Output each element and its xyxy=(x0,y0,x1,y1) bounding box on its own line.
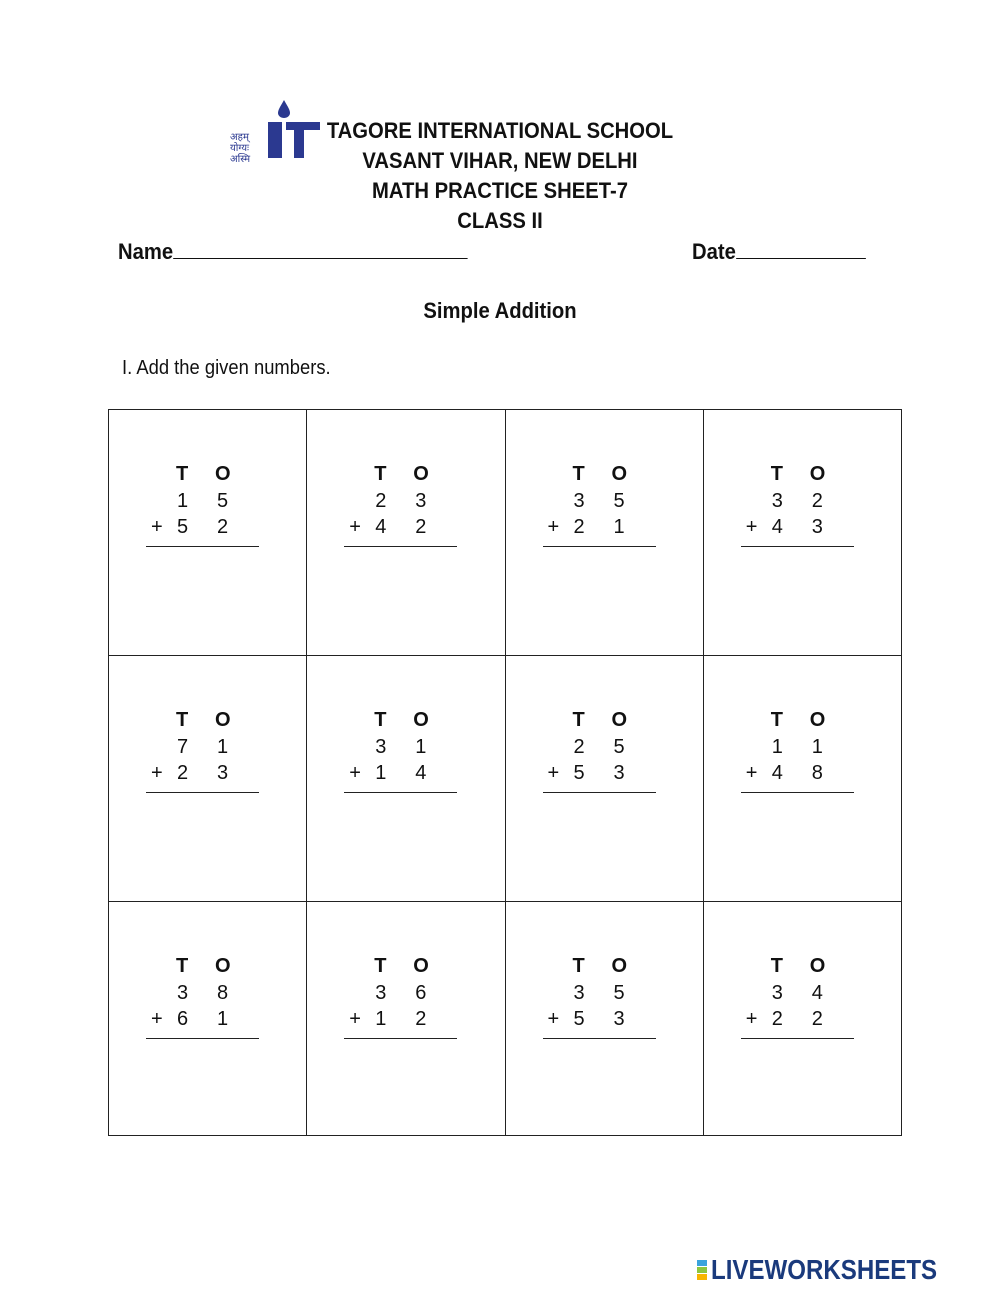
addend1-tens: 2 xyxy=(375,490,387,512)
addend2-tens: 4 xyxy=(771,516,783,538)
sheet-title: MATH PRACTICE SHEET-7 xyxy=(371,178,629,203)
problem-cell xyxy=(307,902,505,1136)
ones-header: O xyxy=(215,955,231,977)
addition-problem xyxy=(109,656,306,901)
addend2-ones: 2 xyxy=(415,1008,427,1030)
addend2-ones: 3 xyxy=(613,762,625,784)
answer-line[interactable] xyxy=(146,792,259,793)
problem-cell xyxy=(505,410,703,656)
addition-problem xyxy=(704,656,901,901)
addend2-ones: 1 xyxy=(217,1008,229,1030)
icon-block-3 xyxy=(697,1274,707,1280)
answer-line[interactable] xyxy=(741,1038,854,1039)
grid-row xyxy=(109,410,902,656)
ones-header: O xyxy=(809,709,826,731)
plus-sign: + xyxy=(151,516,163,538)
plus-sign: + xyxy=(547,516,560,538)
logo-stem-left xyxy=(268,122,282,158)
ones-header: O xyxy=(809,463,826,485)
addend1-tens: 3 xyxy=(573,982,585,1004)
addend2-ones: 3 xyxy=(811,516,823,538)
addend1-ones: 8 xyxy=(217,982,229,1004)
addend1-ones: 4 xyxy=(811,982,823,1004)
plus-sign: + xyxy=(349,762,361,784)
tens-header: T xyxy=(374,463,387,485)
school-logo xyxy=(228,98,324,168)
addend2-ones: 3 xyxy=(613,1008,625,1030)
instruction-text: I. Add the given numbers. xyxy=(122,357,331,379)
addend1-ones: 5 xyxy=(613,736,625,758)
answer-line[interactable] xyxy=(146,1038,259,1039)
answer-line[interactable] xyxy=(741,792,854,793)
name-blank[interactable] xyxy=(173,238,467,259)
problem-cell xyxy=(505,656,703,902)
tens-header: T xyxy=(176,955,189,977)
liveworksheets-logo xyxy=(697,1254,974,1285)
addend2-tens: 4 xyxy=(771,762,783,784)
addend1-tens: 3 xyxy=(177,982,189,1004)
addition-problem xyxy=(307,410,504,655)
ones-header: O xyxy=(215,463,231,485)
worksheet-subtitle: Simple Addition xyxy=(423,298,577,323)
date-field xyxy=(692,238,866,265)
logo-text-2: योग्यः xyxy=(230,143,250,154)
answer-line[interactable] xyxy=(543,546,656,547)
name-field xyxy=(118,238,468,265)
problem-cell xyxy=(505,902,703,1136)
ones-header: O xyxy=(413,955,429,977)
class-label: CLASS II xyxy=(457,208,543,233)
answer-line[interactable] xyxy=(344,546,457,547)
problem-cell xyxy=(703,410,901,656)
grid-row xyxy=(109,902,902,1136)
addend1-ones: 1 xyxy=(415,736,427,758)
addend2-ones: 2 xyxy=(217,516,229,538)
problem-cell xyxy=(109,902,307,1136)
answer-line[interactable] xyxy=(146,546,259,547)
logo-drop xyxy=(278,100,290,118)
date-label: Date xyxy=(692,239,736,264)
plus-sign: + xyxy=(547,1008,560,1030)
tens-header: T xyxy=(770,955,783,977)
problem-cell xyxy=(703,902,901,1136)
answer-line[interactable] xyxy=(543,1038,656,1039)
addend1-tens: 2 xyxy=(573,736,585,758)
addend1-tens: 1 xyxy=(177,490,189,512)
addend2-ones: 4 xyxy=(415,762,427,784)
addend2-tens: 6 xyxy=(177,1008,189,1030)
problem-cell xyxy=(703,656,901,902)
addition-problem xyxy=(307,902,504,1135)
school-location: VASANT VIHAR, NEW DELHI xyxy=(362,148,638,173)
addend2-tens: 5 xyxy=(573,1008,585,1030)
problem-cell xyxy=(109,656,307,902)
problem-cell xyxy=(307,656,505,902)
addend1-tens: 3 xyxy=(573,490,585,512)
tens-header: T xyxy=(572,955,585,977)
addend1-ones: 5 xyxy=(217,490,229,512)
tens-header: T xyxy=(572,709,585,731)
name-label: Name xyxy=(118,239,174,264)
logo-text-3: अस्मि xyxy=(230,154,251,165)
answer-line[interactable] xyxy=(543,792,656,793)
addend2-tens: 2 xyxy=(177,762,189,784)
addend1-tens: 3 xyxy=(375,982,387,1004)
date-blank[interactable] xyxy=(736,238,866,259)
addend2-tens: 2 xyxy=(573,516,585,538)
ones-header: O xyxy=(611,709,628,731)
addition-problem xyxy=(704,902,901,1135)
school-header xyxy=(316,116,684,236)
logo-stem-right xyxy=(286,122,320,158)
addend2-ones: 2 xyxy=(415,516,427,538)
addend1-ones: 2 xyxy=(811,490,823,512)
tens-header: T xyxy=(770,463,783,485)
answer-line[interactable] xyxy=(344,792,457,793)
plus-sign: + xyxy=(349,516,361,538)
addend2-ones: 1 xyxy=(613,516,625,538)
answer-line[interactable] xyxy=(741,546,854,547)
tens-header: T xyxy=(770,709,783,731)
addition-problem xyxy=(109,902,306,1135)
ones-header: O xyxy=(809,955,826,977)
grid-row xyxy=(109,656,902,902)
school-name: TAGORE INTERNATIONAL SCHOOL xyxy=(326,118,674,143)
tens-header: T xyxy=(176,709,189,731)
ones-header: O xyxy=(413,463,429,485)
addend1-ones: 1 xyxy=(217,736,229,758)
plus-sign: + xyxy=(745,1008,758,1030)
ones-header: O xyxy=(611,463,628,485)
addend2-ones: 8 xyxy=(811,762,823,784)
tens-header: T xyxy=(374,955,387,977)
addition-problem xyxy=(109,410,306,655)
logo-text-1: अहम् xyxy=(230,132,249,143)
addend2-ones: 2 xyxy=(811,1008,823,1030)
tens-header: T xyxy=(374,709,387,731)
plus-sign: + xyxy=(151,762,163,784)
problem-cell xyxy=(109,410,307,656)
answer-line[interactable] xyxy=(344,1038,457,1039)
addend1-ones: 3 xyxy=(415,490,427,512)
addend2-tens: 5 xyxy=(177,516,189,538)
problem-cell xyxy=(307,410,505,656)
tens-header: T xyxy=(572,463,585,485)
tens-header: T xyxy=(176,463,189,485)
addend2-tens: 1 xyxy=(375,762,387,784)
addend1-tens: 1 xyxy=(771,736,783,758)
addition-problem xyxy=(704,410,901,655)
addend2-tens: 4 xyxy=(375,516,387,538)
addend1-tens: 7 xyxy=(177,736,189,758)
addend1-tens: 3 xyxy=(771,490,783,512)
ones-header: O xyxy=(611,955,628,977)
addend2-tens: 5 xyxy=(573,762,585,784)
problem-grid xyxy=(108,409,902,1136)
addition-problem xyxy=(506,902,703,1135)
ones-header: O xyxy=(215,709,231,731)
plus-sign: + xyxy=(151,1008,163,1030)
addend1-ones: 5 xyxy=(613,982,625,1004)
plus-sign: + xyxy=(745,516,758,538)
icon-block-2 xyxy=(697,1267,707,1273)
addend1-tens: 3 xyxy=(375,736,387,758)
addend1-ones: 1 xyxy=(811,736,823,758)
plus-sign: + xyxy=(349,1008,361,1030)
plus-sign: + xyxy=(547,762,560,784)
addend1-tens: 3 xyxy=(771,982,783,1004)
plus-sign: + xyxy=(745,762,758,784)
addend2-tens: 1 xyxy=(375,1008,387,1030)
addend1-ones: 6 xyxy=(415,982,427,1004)
addend2-tens: 2 xyxy=(771,1008,783,1030)
addend2-ones: 3 xyxy=(217,762,229,784)
ones-header: O xyxy=(413,709,429,731)
addend1-ones: 5 xyxy=(613,490,625,512)
brand-name: LIVEWORKSHEETS xyxy=(711,1254,938,1285)
liveworksheets-icon xyxy=(697,1260,707,1281)
addition-problem xyxy=(506,410,703,655)
icon-block-1 xyxy=(697,1260,707,1266)
addition-problem xyxy=(307,656,504,901)
addition-problem xyxy=(506,656,703,901)
